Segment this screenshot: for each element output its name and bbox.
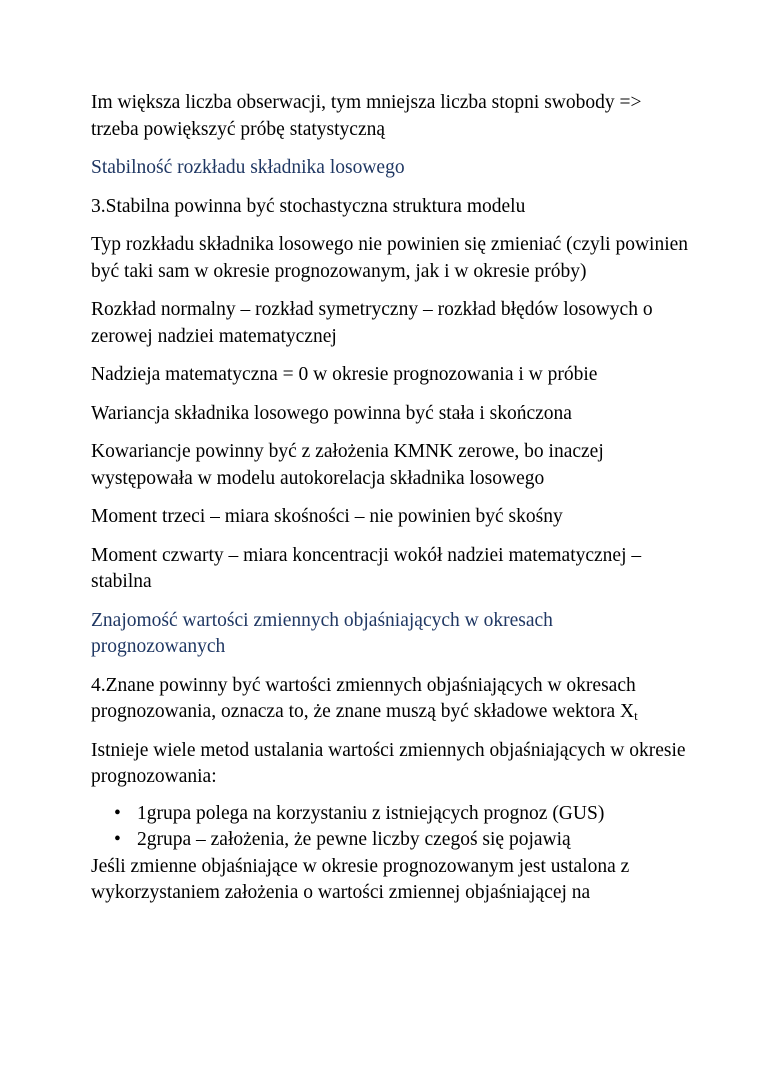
paragraph-normal-distribution: Rozkład normalny – rozkład symetryczny – rozkład błędów losowych o zerowej nadziei matematycznej <box>91 299 653 347</box>
document-body <box>91 90 691 919</box>
methods-list <box>91 801 691 854</box>
list-item-text: 1grupa polega na korzystaniu z istniejących prognoz (GUS) <box>137 802 605 824</box>
paragraph-distribution-type: Typ rozkładu składnika losowego nie powinien się zmieniać (czyli powinien być taki sam w okresie prognozowanym, jak i w okresie próby) <box>91 234 689 282</box>
paragraph-stochastic-structure: 3.Stabilna powinna być stochastyczna struktura modelu <box>91 195 526 217</box>
paragraph-known-values <box>91 673 691 726</box>
paragraph-methods: Istnieje wiele metod ustalania wartości zmiennych objaśniających w okresie prognozowania: <box>91 739 686 787</box>
paragraph-variance: Wariancja składnika losowego powinna być stała i skończona <box>91 402 572 424</box>
paragraph-known-values-text: 4.Znane powinny być wartości zmiennych objaśniających w okresach prognozowania, oznacza to, że znane muszą być składowe wektora X <box>91 674 636 722</box>
paragraph-covariance: Kowariancje powinny być z założenia KMNK zerowe, bo inaczej występowała w modelu autokorelacja składnika losowego <box>91 441 604 489</box>
list-item <box>91 827 691 854</box>
paragraph-expected-value: Nadzieja matematyczna = 0 w okresie prognozowania i w próbie <box>91 364 598 385</box>
paragraph-third-moment: Moment trzeci – miara skośności – nie powinien być skośny <box>91 506 563 527</box>
paragraph-observations: Im większa liczba obserwacji, tym mniejsza liczba stopni swobody => trzeba powiększyć próbę statystyczną <box>91 92 642 140</box>
bullet-marker: • <box>114 829 121 850</box>
bullet-marker: • <box>114 802 121 824</box>
heading-explanatory-variables: Znajomość wartości zmiennych objaśniających w okresach prognozowanych <box>91 609 553 657</box>
list-item <box>91 801 691 828</box>
list-item-text: 2grupa – założenia, że pewne liczby czegoś się pojawią <box>137 829 571 850</box>
vector-subscript: t <box>634 708 638 723</box>
heading-random-component-stability: Stabilność rozkładu składnika losowego <box>91 157 405 178</box>
paragraph-assumption-based: Jeśli zmienne objaśniające w okresie prognozowanym jest ustalona z wykorzystaniem założenia o wartości zmiennej objaśniającej na <box>91 855 630 903</box>
paragraph-fourth-moment: Moment czwarty – miara koncentracji wokół nadziei matematycznej – stabilna <box>91 544 642 592</box>
